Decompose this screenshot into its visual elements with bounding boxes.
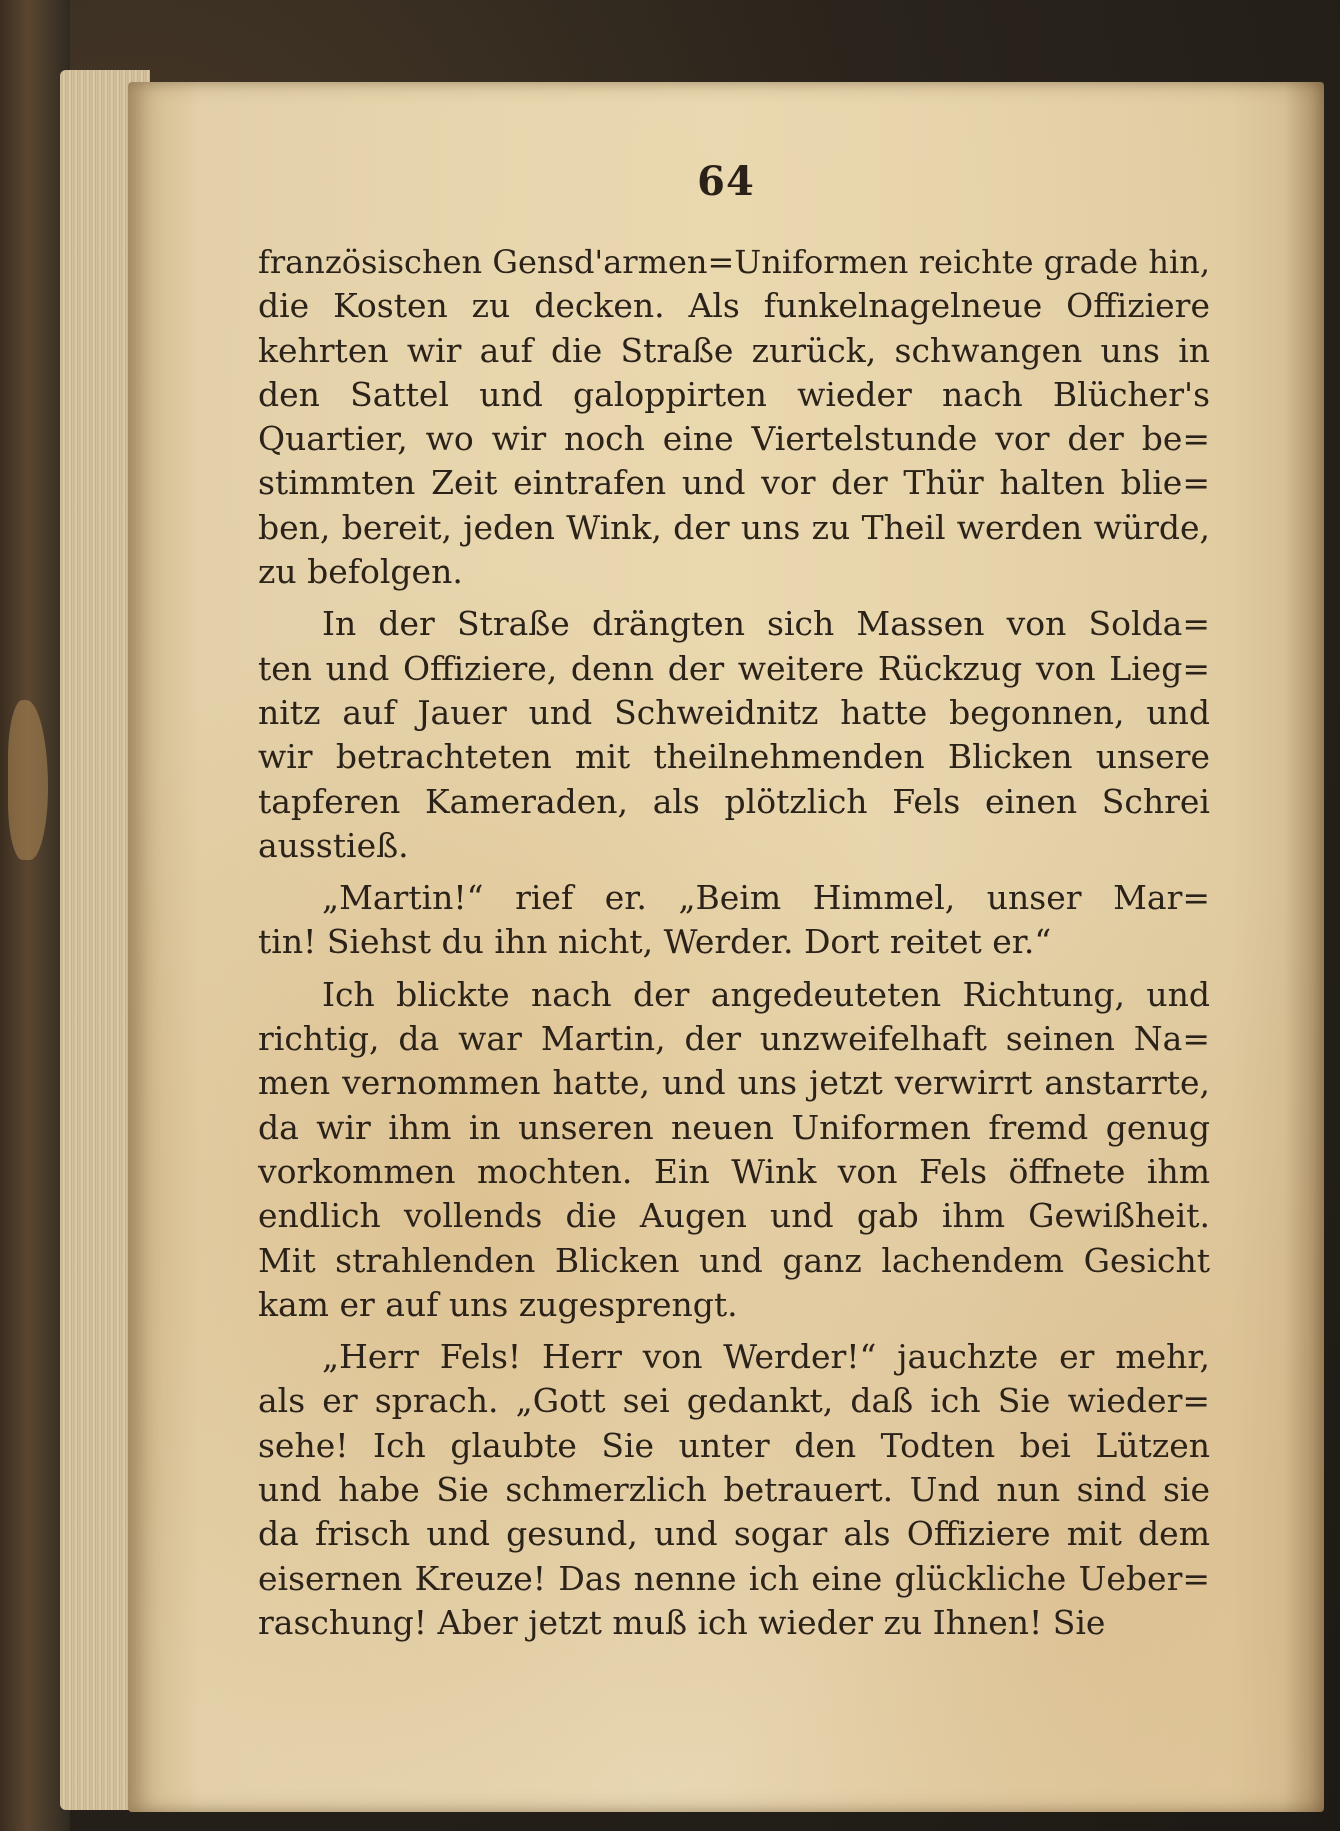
text-line: die Kosten zu decken. Als funkelnagelneue Offiziere bbox=[258, 286, 1210, 326]
text-line: richtig, da war Martin, der unzweifelhaft seinen Na= bbox=[258, 1019, 1210, 1059]
text-line: „Herr Fels! Herr von Werder!“ jauchzte er mehr, bbox=[322, 1337, 1210, 1377]
text-line: Mit strahlenden Blicken und ganz lachendem Gesicht bbox=[258, 1240, 1210, 1280]
text-line: französischen Gensd'armen=Uniformen reichte grade hin, bbox=[258, 243, 1210, 281]
paragraph bbox=[258, 876, 1210, 965]
text-line: und habe Sie schmerzlich betrauert. Und nun sind sie bbox=[258, 1470, 1210, 1510]
text-line: den Sattel und galoppirten wieder nach Blücher's bbox=[258, 374, 1210, 414]
text-line: nitz auf Jauer und Schweidnitz hatte begonnen, und bbox=[258, 692, 1210, 732]
text-line: kehrten wir auf die Straße zurück, schwangen uns in bbox=[258, 330, 1210, 370]
paragraph bbox=[258, 973, 1210, 1327]
text-line: In der Straße drängten sich Massen von Solda= bbox=[322, 604, 1210, 644]
text-line: ausstieß. bbox=[258, 825, 409, 865]
text-line: kam er auf uns zugesprengt. bbox=[258, 1284, 738, 1324]
text-line: endlich vollends die Augen und gab ihm Gewißheit. bbox=[258, 1196, 1210, 1236]
text-line: stimmten Zeit eintrafen und vor der Thür halten blie= bbox=[258, 463, 1210, 503]
text-line: sehe! Ich glaubte Sie unter den Todten bei Lützen bbox=[258, 1425, 1210, 1465]
text-line: da wir ihm in unseren neuen Uniformen fremd genug bbox=[258, 1107, 1210, 1147]
text-line: tapferen Kameraden, als plötzlich Fels einen Schrei bbox=[258, 781, 1210, 821]
text-line: zu befolgen. bbox=[258, 552, 463, 592]
cover-wear-mark bbox=[8, 700, 48, 860]
text-line: „Martin!“ rief er. „Beim Himmel, unser Mar= bbox=[322, 878, 1210, 918]
text-line: tin! Siehst du ihn nicht, Werder. Dort reitet er.“ bbox=[258, 922, 1052, 962]
spine-shadow bbox=[1284, 82, 1324, 1812]
page-number: 64 bbox=[697, 158, 755, 205]
text-line: eisernen Kreuze! Das nenne ich eine glückliche Ueber= bbox=[258, 1558, 1210, 1598]
text-line: Ich blickte nach der angedeuteten Richtung, und bbox=[322, 974, 1210, 1014]
text-line: ben, bereit, jeden Wink, der uns zu Theil werden würde, bbox=[258, 507, 1210, 547]
text-line: wir betrachteten mit theilnehmenden Blicken unsere bbox=[258, 737, 1210, 777]
text-line: da frisch und gesund, und sogar als Offiziere mit dem bbox=[258, 1514, 1210, 1554]
text-line: raschung! Aber jetzt muß ich wieder zu Ihnen! Sie bbox=[258, 1602, 1106, 1642]
text-line: ten und Offiziere, denn der weitere Rückzug von Lieg= bbox=[258, 648, 1210, 688]
text-line: als er sprach. „Gott sei gedankt, daß ich Sie wieder= bbox=[258, 1381, 1210, 1421]
paragraph bbox=[258, 1335, 1210, 1645]
text-line: Quartier, wo wir noch eine Viertelstunde vor der be= bbox=[258, 419, 1210, 459]
paragraph bbox=[258, 602, 1210, 868]
text-line: vorkommen mochten. Ein Wink von Fels öffnete ihm bbox=[258, 1151, 1210, 1191]
paragraph bbox=[258, 240, 1210, 594]
book-page bbox=[128, 82, 1324, 1812]
page-text bbox=[258, 240, 1210, 1653]
text-line: men vernommen hatte, und uns jetzt verwirrt anstarrte, bbox=[258, 1063, 1210, 1103]
